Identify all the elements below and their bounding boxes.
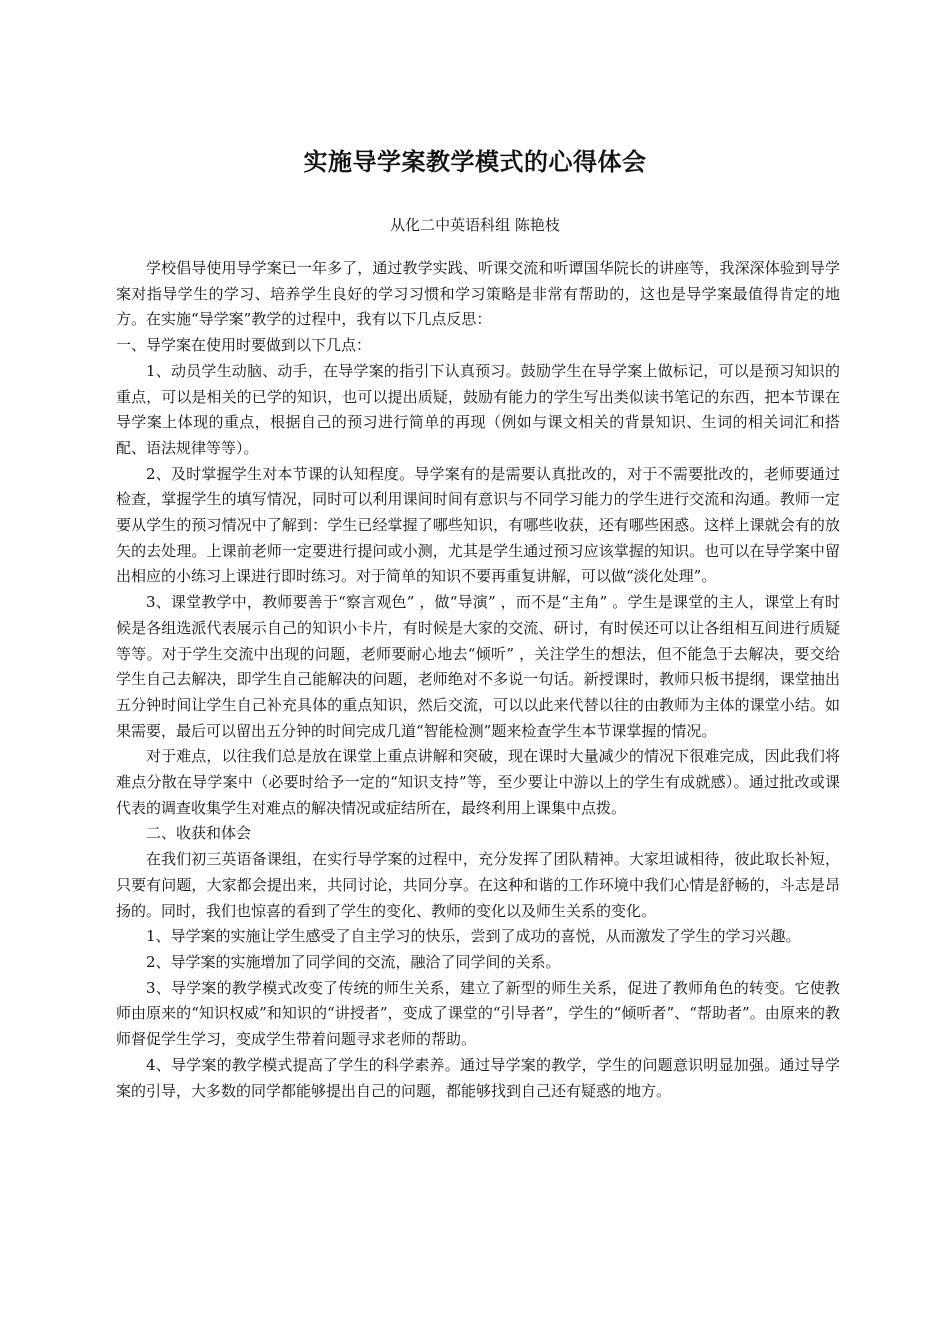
paragraph-point-3: 3、课堂教学中，教师要善于“察言观色” ，做“导演” ，而不是“主角” 。学生是课堂的主人，课堂上有时候是各组选派代表展示自己的知识小卡片，有时候是大家的交流、研讨，有时侯还可以让各组相互间进行质疑等等。对于学生交流中出现的问题，老师要耐心地去“倾听” ，关注学生的想法，但不能急于去解决，要交给学生自己去解决，即学生自己能解决的问题，老师绝对不多说一句话。新授课时，教师只板书提纲，课堂抽出五分钟时间让学生自己补充具体的重点知识，然后交流，可以以此来代替以往的由教师为主体的课堂小结。如果需要，最后可以留出五分钟的时间完成几道“智能检测”题来检查学生本节课掌握的情况。 (116, 593, 840, 740)
paragraph-gain-1: 1、导学案的实施让学生感受了自主学习的快乐，尝到了成功的喜悦，从而激发了学生的学习兴趣。 (146, 927, 801, 946)
paragraph-team: 在我们初三英语备课组，在实行导学案的过程中，充分发挥了团队精神。大家坦诚相待，彼此取长补短，只要有问题，大家都会提出来，共同讨论，共同分享。在这种和谐的工作环境中我们心情是舒畅的，斗志是昂扬的。同时，我们也惊喜的看到了学生的变化、教师的变化以及师生关系的变化。 (116, 850, 840, 920)
paragraph-gain-4: 4、导学案的教学模式提高了学生的科学素养。通过导学案的教学，学生的问题意识明显加强。通过导学案的引导，大多数的同学都能够提出自己的问题，都能够找到自己还有疑惑的地方。 (116, 1055, 840, 1100)
paragraph-intro: 学校倡导使用导学案已一年多了，通过教学实践、听课交流和听谭国华院长的讲座等，我深深体验到导学案对指导学生的学习、培养学生良好的学习习惯和学习策略是非常有帮助的，这也是导学案最值得肯定的地方。在实施“导学案”教学的过程中，我有以下几点反思： (116, 259, 840, 329)
author-line: 从化二中英语科组 陈艳枝 (390, 216, 560, 234)
paragraph-gain-2: 2、导学案的实施增加了同学间的交流，融洽了同学间的关系。 (146, 952, 561, 971)
paragraph-point-2: 2、及时掌握学生对本节课的认知程度。导学案有的是需要认真批改的，对于不需要批改的，老师要通过检查，掌握学生的填写情况，同时可以利用课间时间有意识与不同学习能力的学生进行交流和沟通。教师一定要从学生的预习情况中了解到：学生已经掌握了哪些知识，有哪些收获，还有哪些困惑。这样上课就会有的放矢的去处理。上课前老师一定要进行提问或小测，尤其是学生通过预习应该掌握的知识。也可以在导学案中留出相应的小练习上课进行即时练习。对于简单的知识不要再重复讲解，可以做“淡化处理”。 (116, 464, 840, 586)
document-title: 实施导学案教学模式的心得体会 (303, 147, 647, 176)
paragraph-gain-3: 3、导学案的教学模式改变了传统的师生关系，建立了新型的师生关系，促进了教师角色的转变。它使教师由原来的“知识权威”和知识的“讲授者”，变成了课堂的“引导者”，学生的“倾听者”、“帮助者”。由原来的教师督促学生学习，变成学生带着问题寻求老师的帮助。 (116, 978, 840, 1049)
document-body (116, 256, 840, 1104)
paragraph-point-1: 1、动员学生动脑、动手，在导学案的指引下认真预习。鼓励学生在导学案上做标记，可以是预习知识的重点，可以是相关的已学的知识，也可以提出质疑，鼓励有能力的学生写出类似读书笔记的东西，把本节课在导学案上体现的重点，根据自己的预习进行简单的再现（例如与课文相关的背景知识、生词的相关词汇和搭配、语法规律等等）。 (116, 361, 840, 457)
section-heading-1: 一、导学案在使用时要做到以下几点： (116, 336, 372, 355)
paragraph-difficulties: 对于难点，以往我们总是放在课堂上重点讲解和突破，现在课时大量减少的情况下很难完成，因此我们将难点分散在导学案中（必要时给予一定的“知识支持”等，至少要让中游以上的学生有成就感）。通过批改或课代表的调查收集学生对难点的解决情况或症结所在，最终利用上课集中点拨。 (116, 747, 840, 817)
section-heading-2: 二、收获和体会 (146, 824, 252, 843)
